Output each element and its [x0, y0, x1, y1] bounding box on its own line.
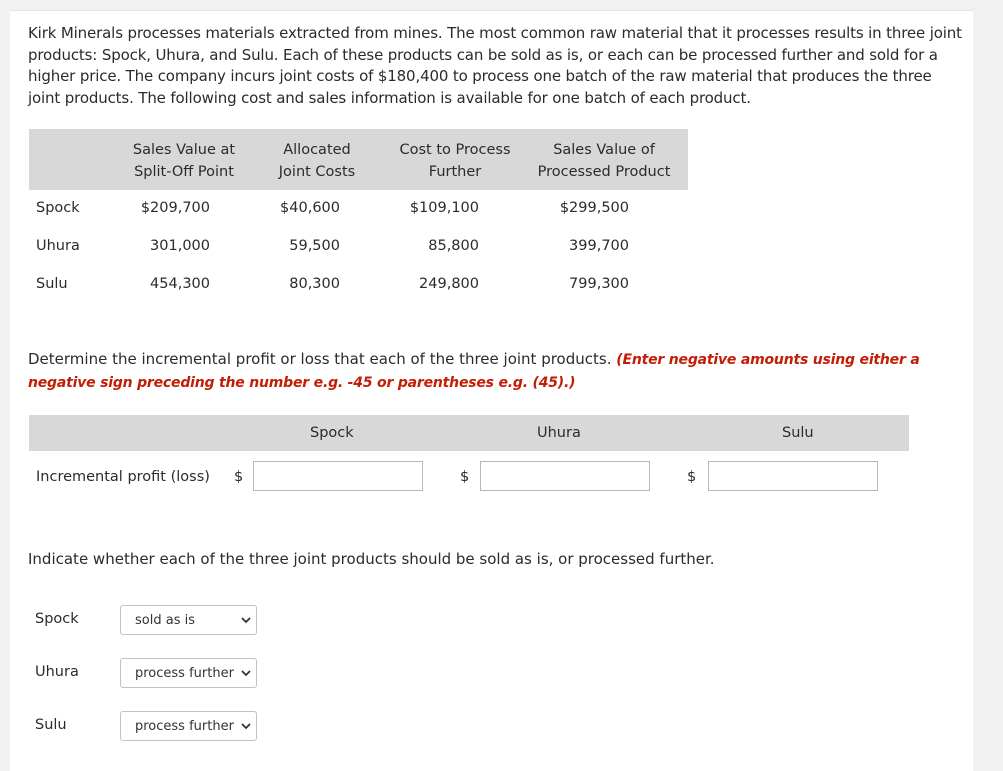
- select-value: sold as is: [135, 613, 195, 628]
- table-cell: 85,800: [428, 238, 479, 254]
- header-cost-process: Cost to Process Further: [399, 142, 511, 180]
- problem-intro: Kirk Minerals processes materials extracted from mines. The most common raw material that it processes results in three joint products: Spock, Uhura, and Sulu. Each of these products can be sold as is, or each can be processed further and sold for a higher price. The company incurs joint costs of $180,400 to process one batch of the raw material that produces the three joint products. The following cost and sales information is available for one batch of each product.: [28, 24, 962, 107]
- instruction: [28, 348, 958, 394]
- decision-label: Spock: [35, 611, 79, 627]
- instruction-decision: Indicate whether each of the three joint products should be sold as is, or processed further.: [28, 550, 715, 568]
- instruction-text: Determine the incremental profit or loss that each of the three joint products.: [28, 350, 612, 368]
- decision-row-spock: [10, 605, 410, 635]
- header-processed-value: Sales Value of Processed Product: [537, 142, 671, 180]
- decision-row-sulu: [10, 711, 410, 741]
- decision-row-uhura: [10, 658, 410, 688]
- table-cell: $40,600: [280, 200, 340, 216]
- incremental-profit-sulu-input[interactable]: [708, 461, 878, 491]
- decision-select-uhura[interactable]: [120, 658, 257, 688]
- answer-header: [29, 415, 909, 451]
- chevron-down-icon: [240, 665, 252, 685]
- chevron-down-icon: [240, 612, 252, 632]
- currency-symbol: $: [687, 469, 697, 485]
- table-cell: 399,700: [569, 238, 629, 254]
- table-cell: 301,000: [150, 238, 210, 254]
- decision-select-sulu[interactable]: [120, 711, 257, 741]
- select-value: process further: [135, 719, 234, 734]
- header-joint-costs: Allocated Joint Costs: [278, 142, 356, 180]
- instruction-note: (Enter negative amounts using either a negative sign preceding the number e.g. -45 or parentheses e.g. (45).): [28, 352, 920, 391]
- answer-row: [10, 461, 973, 495]
- table-header: [29, 129, 688, 190]
- table-cell: 799,300: [569, 276, 629, 292]
- table-cell: $209,700: [140, 200, 210, 216]
- table-cell: 249,800: [419, 276, 479, 292]
- table-cell: 59,500: [289, 238, 340, 254]
- decision-select-spock[interactable]: [120, 605, 257, 635]
- currency-symbol: $: [460, 469, 470, 485]
- column-header-uhura: Uhura: [537, 425, 581, 441]
- table-cell: 80,300: [289, 276, 340, 292]
- column-header-sulu: Sulu: [782, 425, 814, 441]
- incremental-profit-uhura-input[interactable]: [480, 461, 650, 491]
- select-value: process further: [135, 666, 234, 681]
- decision-label: Sulu: [35, 717, 67, 733]
- table-cell: $299,500: [559, 200, 629, 216]
- decision-label: Uhura: [35, 664, 79, 680]
- incremental-profit-spock-input[interactable]: [253, 461, 423, 491]
- currency-symbol: $: [234, 469, 244, 485]
- row-name: Spock: [36, 200, 80, 216]
- row-name: Sulu: [36, 276, 68, 292]
- question-card: [10, 10, 973, 771]
- row-label: Incremental profit (loss): [36, 469, 210, 485]
- header-split-off: Sales Value at Split-Off Point: [132, 142, 236, 180]
- column-header-spock: Spock: [310, 425, 354, 441]
- chevron-down-icon: [240, 718, 252, 738]
- table-cell: 454,300: [150, 276, 210, 292]
- row-name: Uhura: [36, 238, 80, 254]
- table-cell: $109,100: [409, 200, 479, 216]
